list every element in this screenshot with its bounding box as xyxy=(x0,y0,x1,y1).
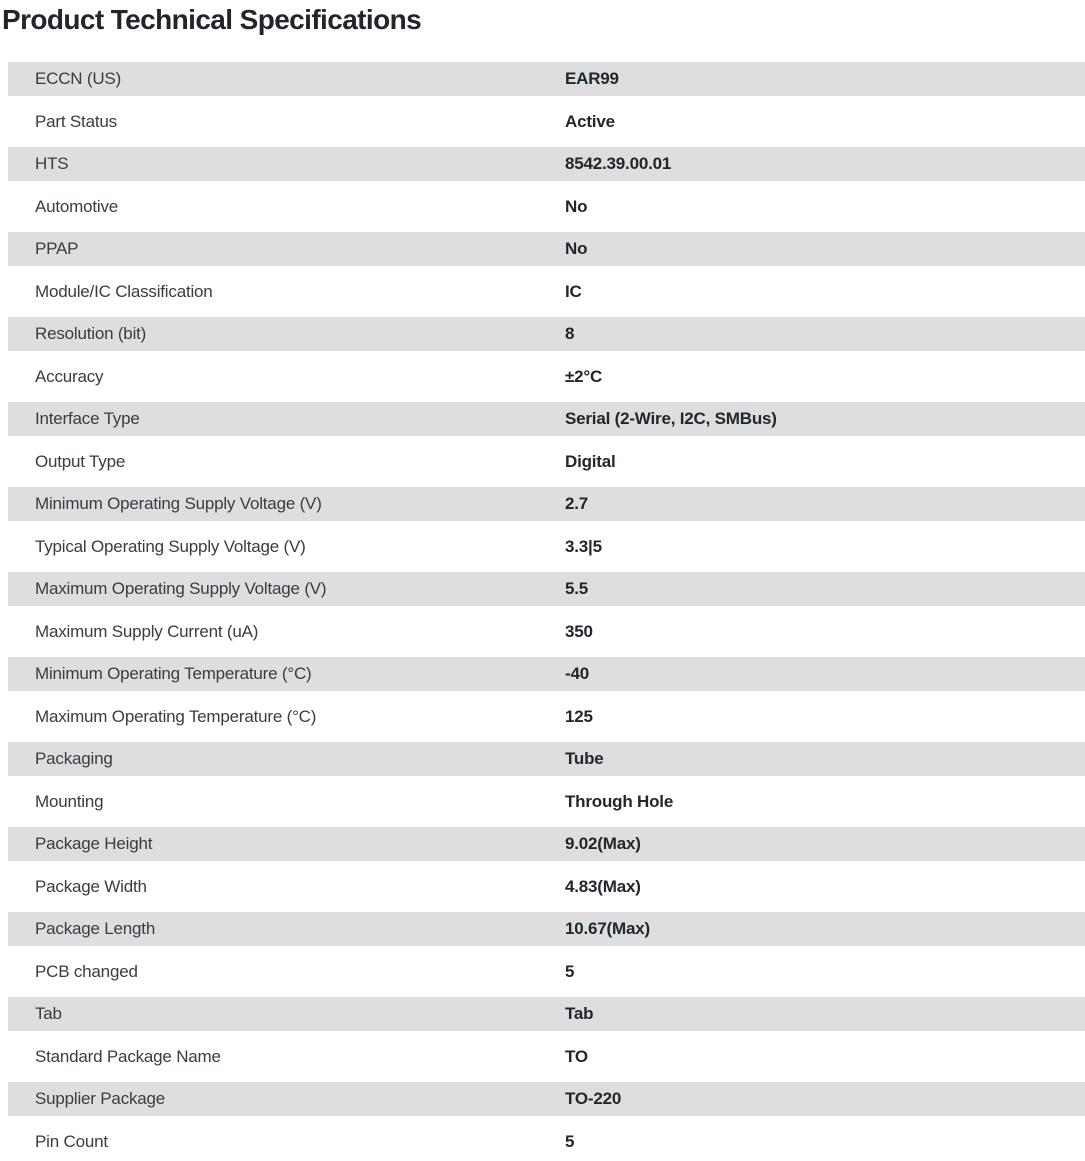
spec-row xyxy=(8,487,1085,521)
spec-label: Part Status xyxy=(35,111,117,131)
spec-label: Minimum Operating Temperature (°C) xyxy=(35,664,312,683)
spec-label: Maximum Supply Current (uA) xyxy=(35,621,259,641)
spec-label: Standard Package Name xyxy=(35,1046,221,1066)
spec-value: 3.3|5 xyxy=(565,536,602,556)
spec-row xyxy=(8,785,1085,819)
spec-label: PPAP xyxy=(35,239,79,258)
spec-label: Resolution (bit) xyxy=(35,324,147,343)
spec-value: 5 xyxy=(565,1131,575,1151)
spec-row xyxy=(8,360,1085,394)
spec-row xyxy=(8,1040,1085,1074)
spec-value: 350 xyxy=(565,621,593,641)
spec-label: ECCN (US) xyxy=(35,69,122,88)
spec-value: 5.5 xyxy=(565,579,589,598)
spec-value: 8542.39.00.01 xyxy=(565,154,672,173)
spec-label: Package Width xyxy=(35,876,147,896)
spec-row xyxy=(8,827,1085,861)
spec-row xyxy=(8,62,1085,96)
spec-row xyxy=(8,275,1085,309)
spec-value: -40 xyxy=(565,664,589,683)
spec-label: PCB changed xyxy=(35,961,138,981)
spec-value: Serial (2-Wire, I2C, SMBus) xyxy=(565,409,777,428)
spec-label: Package Height xyxy=(35,834,153,853)
spec-value: Tube xyxy=(565,749,604,768)
spec-label: Packaging xyxy=(35,749,113,768)
spec-label: Package Length xyxy=(35,919,156,938)
spec-label: Pin Count xyxy=(35,1131,108,1151)
spec-table xyxy=(0,62,1085,1159)
spec-label: Maximum Operating Temperature (°C) xyxy=(35,706,317,726)
spec-value: 125 xyxy=(565,706,593,726)
spec-row xyxy=(8,572,1085,606)
spec-value: Through Hole xyxy=(565,791,674,811)
spec-value: Active xyxy=(565,111,615,131)
spec-value: 10.67(Max) xyxy=(565,919,650,938)
spec-row xyxy=(8,105,1085,139)
spec-label: Mounting xyxy=(35,791,104,811)
spec-row xyxy=(8,997,1085,1031)
spec-row xyxy=(8,317,1085,351)
spec-value: IC xyxy=(565,281,582,301)
spec-row xyxy=(8,955,1085,989)
spec-row xyxy=(8,700,1085,734)
spec-label: Interface Type xyxy=(35,409,140,428)
spec-row xyxy=(8,402,1085,436)
spec-label: HTS xyxy=(35,154,69,173)
spec-row xyxy=(8,1125,1085,1159)
spec-value: TO xyxy=(565,1046,588,1066)
spec-value: EAR99 xyxy=(565,69,619,88)
spec-row xyxy=(8,147,1085,181)
spec-label: Automotive xyxy=(35,196,119,216)
spec-row xyxy=(8,657,1085,691)
spec-value: Digital xyxy=(565,451,616,471)
spec-row xyxy=(8,742,1085,776)
spec-row xyxy=(8,615,1085,649)
spec-label: Minimum Operating Supply Voltage (V) xyxy=(35,494,322,513)
spec-value: 2.7 xyxy=(565,494,589,513)
spec-row xyxy=(8,445,1085,479)
spec-value: ±2°C xyxy=(565,366,603,386)
spec-value: 4.83(Max) xyxy=(565,876,641,896)
spec-row xyxy=(8,1082,1085,1116)
spec-row xyxy=(8,232,1085,266)
spec-label: Tab xyxy=(35,1004,62,1023)
spec-value: 5 xyxy=(565,961,575,981)
spec-value: 8 xyxy=(565,324,575,343)
spec-value: Tab xyxy=(565,1004,594,1023)
spec-label: Accuracy xyxy=(35,366,104,386)
spec-row xyxy=(8,912,1085,946)
spec-value: 9.02(Max) xyxy=(565,834,641,853)
spec-row xyxy=(8,530,1085,564)
spec-value: No xyxy=(565,196,588,216)
spec-value: No xyxy=(565,239,588,258)
spec-label: Module/IC Classification xyxy=(35,281,213,301)
page-title: Product Technical Specifications xyxy=(2,4,422,35)
spec-row xyxy=(8,190,1085,224)
spec-label: Typical Operating Supply Voltage (V) xyxy=(35,536,306,556)
spec-label: Supplier Package xyxy=(35,1089,166,1108)
spec-label: Output Type xyxy=(35,451,126,471)
spec-row xyxy=(8,870,1085,904)
spec-value: TO-220 xyxy=(565,1089,622,1108)
spec-label: Maximum Operating Supply Voltage (V) xyxy=(35,579,327,598)
